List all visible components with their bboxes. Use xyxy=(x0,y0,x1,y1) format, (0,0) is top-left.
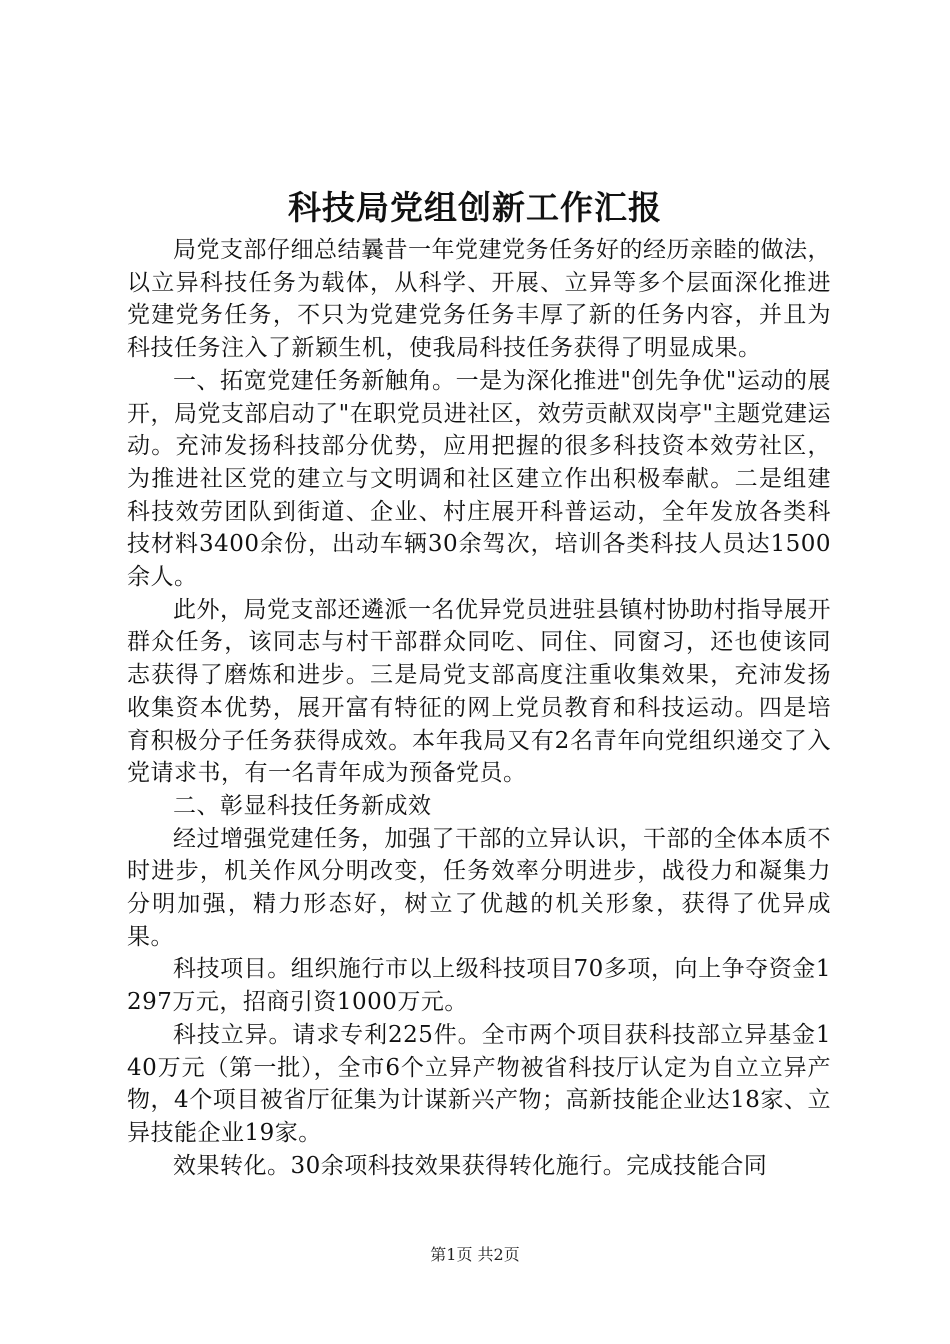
section-two-heading: 二、彰显科技任务新成效 xyxy=(173,792,432,819)
paragraph-results-transfer: 效果转化。30余项科技效果获得转化施行。完成技能合同 xyxy=(173,1152,768,1179)
paragraph-tech-projects: 科技项目。组织施行市以上级科技项目70多项，向上争夺资金1297万元，招商引资1000万元。 xyxy=(127,956,831,1016)
paragraph-section-one: 一、拓宽党建任务新触角。一是为深化推进"创先争优"运动的展开，局党支部启动了"在职党员进社区，效劳贡献双岗亭"主题党建运动。充沛发扬科技部分优势，应用把握的很多科技资本效劳社区，为推进社区党的建立与文明调和社区建立作出积极奉献。二是组建科技效劳团队到街道、企业、村庄展开科普运动，全年发放各类科技材料3400余份，出动车辆30余驾次，培训各类科技人员达1500余人。 xyxy=(127,367,831,591)
paragraph-section-one-continued: 此外，局党支部还遴派一名优异党员进驻县镇村协助村指导展开群众任务，该同志与村干部群众同吃、同住、同窗习，还也使该同志获得了磨炼和进步。三是局党支部高度注重收集效果，充沛发扬收集资本优势，展开富有特征的网上党员教育和科技运动。四是培育积极分子任务获得成效。本年我局又有2名青年向党组织递交了入党请求书，有一名青年成为预备党员。 xyxy=(127,596,831,787)
document-title: 科技局党组创新工作汇报 xyxy=(288,188,662,227)
page-footer: 第1页 共2页 xyxy=(430,1245,520,1264)
paragraph-intro: 局党支部仔细总结曩昔一年党建党务任务好的经历亲睦的做法，以立异科技任务为载体，从科学、开展、立异等多个层面深化推进党建党务任务，不只为党建党务任务丰厚了新的任务内容，并且为科技任务注入了新颖生机，使我局科技任务获得了明显成果。 xyxy=(127,237,831,362)
paragraph-tech-innovation: 科技立异。请求专利225件。全市两个项目获科技部立异基金140万元（第一批），全市6个立异产物被省科技厅认定为自立立异产物，4个项目被省厅征集为计谋新兴产物；高新技能企业达18家、立异技能企业19家。 xyxy=(127,1021,831,1146)
paragraph-section-two: 经过增强党建任务，加强了干部的立异认识，干部的全体本质不时进步，机关作风分明改变，任务效率分明进步，战役力和凝集力分明加强，精力形态好，树立了优越的机关形象，获得了优异成果。 xyxy=(127,825,831,950)
document-body xyxy=(127,234,831,1182)
